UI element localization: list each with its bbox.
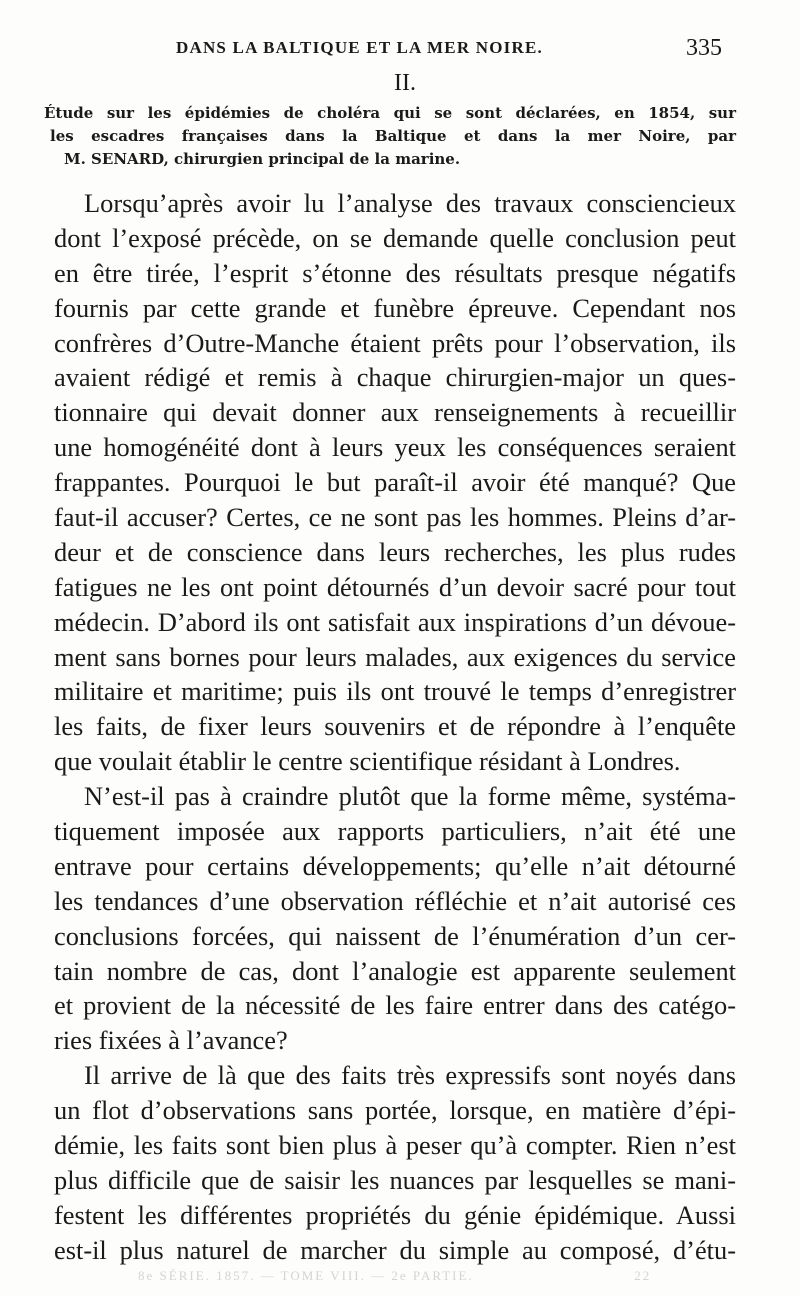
text-line: faut-il accuser? Certes, ce ne sont pas les hommes. Pleins d’ar- (54, 502, 736, 533)
text-line: et provient de la nécessité de les faire entrer dans des catégo- (54, 990, 736, 1021)
text-line: tionnaire qui devait donner aux renseignements à recueillir (54, 397, 736, 428)
text-line: Il arrive de là que des faits très expressifs sont noyés dans (84, 1060, 736, 1091)
text-line: dont l’exposé précède, on se demande quelle conclusion peut (54, 222, 736, 253)
text-line: un flot d’observations sans portée, lorsque, en matière d’épi- (54, 1095, 736, 1126)
page-number: 335 (686, 35, 722, 61)
text-line: est-il plus naturel de marcher du simple au composé, d’étu- (54, 1234, 736, 1265)
paragraph (54, 186, 736, 779)
text-line: frappantes. Pourquoi le but paraît-il avoir été manqué? Que (54, 467, 736, 498)
heading-line: les escadres françaises dans la Baltique et dans la mer Noire, par (50, 127, 736, 145)
signature-number: 22 (634, 1268, 652, 1283)
text-line: militaire et maritime; puis ils ont trouvé le temps d’enregistrer (54, 676, 736, 707)
text-line: festent les différentes propriétés du génie épidémique. Aussi (54, 1199, 736, 1230)
text-line: avaient rédigé et remis à chaque chirurgien-major un ques- (54, 362, 736, 393)
paragraph (54, 1058, 736, 1267)
text-line: ment sans bornes pour leurs malades, aux exigences du service (54, 641, 736, 672)
text-line: N’est-il pas à craindre plutôt que la forme même, systéma- (84, 781, 736, 812)
text-line: les tendances d’une observation réfléchie et n’ait autorisé ces (54, 885, 736, 916)
heading-line: M. SENARD, chirurgien principal de la marine. (64, 150, 461, 168)
text-line: une homogénéité dont à leurs yeux les conséquences seraient (54, 432, 736, 463)
signature-line (138, 1268, 651, 1284)
signature-text: 8e SÉRIE. 1857. — TOME VIII. — 2e PARTIE. (138, 1268, 474, 1283)
text-line: entrave pour certains développements; qu’elle n’ait détourné (54, 850, 736, 881)
text-line: médecin. D’abord ils ont satisfait aux inspirations d’un dévoue- (54, 606, 736, 637)
running-head (0, 35, 800, 68)
text-line: les faits, de fixer leurs souvenirs et de répondre à l’enquête (54, 711, 736, 742)
text-line: tain nombre de cas, dont l’analogie est apparente seulement (54, 955, 736, 986)
text-line: fournis par cette grande et funèbre épreuve. Cependant nos (54, 292, 736, 323)
text-line: Lorsqu’après avoir lu l’analyse des travaux consciencieux (84, 188, 736, 218)
text-line: plus difficile que de saisir les nuances par lesquelles se mani- (54, 1164, 736, 1195)
text-line: tiquement imposée aux rapports particuliers, n’ait été une (54, 816, 736, 847)
text-line: conclusions forcées, qui naissent de l’énumération d’un cer- (54, 920, 736, 951)
text-line: démie, les faits sont bien plus à peser qu’à compter. Rien n’est (54, 1130, 736, 1161)
text-line: confrères d’Outre-Manche étaient prêts pour l’observation, ils (54, 327, 736, 358)
text-line: deur et de conscience dans leurs recherches, les plus rudes (54, 536, 736, 567)
text-line: que voulait établir le centre scientifique résidant à Londres. (54, 746, 681, 777)
heading-line: Étude sur les épidémies de choléra qui se sont déclarées, en 1854, sur (44, 104, 736, 122)
body-text (54, 186, 736, 1268)
article-heading (44, 102, 736, 171)
section-number: II. (394, 70, 416, 96)
running-title: DANS LA BALTIQUE ET LA MER NOIRE. (176, 38, 543, 57)
text-line: en être tirée, l’esprit s’étonne des résultats presque négatifs (54, 257, 736, 288)
text-line: fatigues ne les ont point détournés d’un devoir sacré pour tout (54, 571, 736, 602)
paragraph (54, 779, 736, 1058)
text-line: ries fixées à l’avance? (54, 1025, 288, 1056)
